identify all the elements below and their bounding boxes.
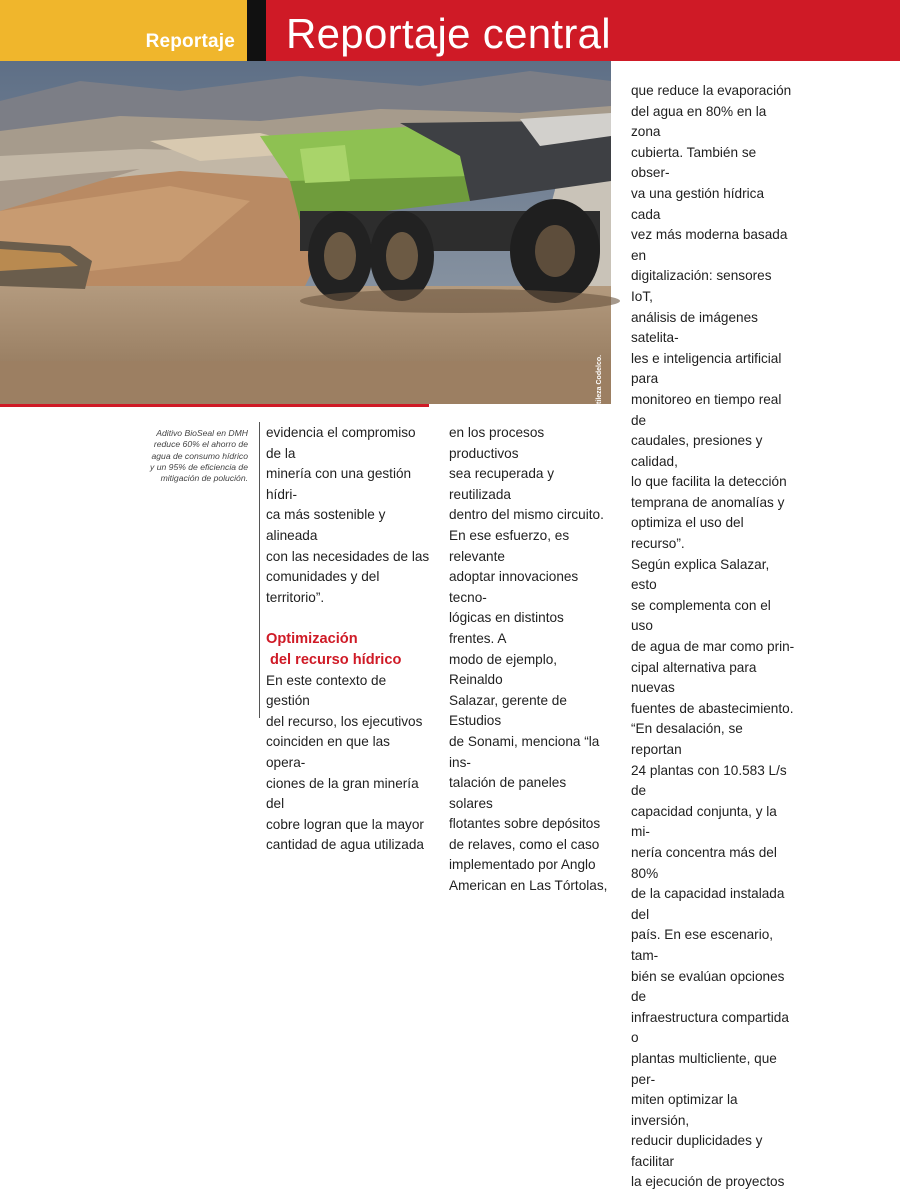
text-line: modo de ejemplo, Reinaldo: [449, 651, 558, 688]
text-line: les e inteligencia artificial para: [631, 350, 782, 387]
caption-line: Aditivo BioSeal en DMH: [156, 428, 248, 438]
text-line: de Sonami, menciona “la ins-: [449, 733, 600, 770]
photo-caption: [140, 428, 248, 484]
text-line: infraestructura compartida o: [631, 1009, 789, 1046]
text-line: adoptar innovaciones tecno-: [449, 569, 579, 605]
text-line: lógicas en distintos frentes. A: [449, 610, 564, 646]
text-line: minería con una gestión hídri-: [266, 466, 412, 502]
text-line: talación de paneles solares: [449, 775, 567, 811]
subheading-line: Optimización: [266, 631, 358, 648]
text-line: implementado por Anglo: [449, 857, 596, 873]
text-line: “En desalación, se reportan: [631, 721, 743, 757]
text-line: de la capacidad instalada del: [631, 886, 785, 922]
caption-divider: [259, 422, 260, 718]
text-line: flotantes sobre depósitos: [449, 816, 601, 832]
text-line: miten optimizar la inversión,: [631, 1092, 738, 1128]
text-line: 24 plantas con 10.583 L/s de: [631, 762, 787, 799]
caption-line: mitigación de polución.: [160, 473, 248, 484]
subheading-line: del recurso hídrico: [270, 651, 402, 668]
header-yellow-block: [0, 0, 247, 61]
text-line: la ejecución de proyectos: [631, 1174, 785, 1190]
text-line: monitoreo en tiempo real de: [631, 391, 782, 428]
text-line: de relaves, como el caso: [449, 836, 600, 852]
text-line: caudales, presiones y calidad,: [631, 433, 763, 469]
text-line: cipal alternativa para nuevas: [631, 659, 757, 696]
text-line: bién se evalúan opciones de: [631, 968, 785, 1005]
text-line: con las necesidades de las: [266, 548, 430, 564]
text-line: En este contexto de gestión: [266, 672, 387, 709]
text-column-1: [266, 423, 431, 856]
text-line: nería concentra más del 80%: [631, 844, 777, 881]
text-line: cantidad de agua utilizada: [266, 837, 424, 853]
text-line: American en Las Tórtolas,: [449, 878, 608, 894]
text-column-2: [449, 423, 612, 897]
text-line: análisis de imágenes satelita-: [631, 309, 758, 346]
section-label: Reportaje: [145, 31, 235, 52]
text-line: digitalización: sensores IoT,: [631, 268, 772, 304]
text-line: ca más sostenible y alineada: [266, 507, 386, 543]
text-line: En ese esfuerzo, es relevante: [449, 527, 570, 564]
text-line: se complementa con el uso: [631, 597, 771, 634]
photo-credit-text: Foto: Gentileza Codelco.: [596, 354, 603, 437]
text-column-3: [631, 81, 796, 1193]
text-line: cubierta. También se obser-: [631, 144, 757, 181]
text-line: país. En ese escenario, tam-: [631, 927, 774, 963]
text-line: temprana de anomalías y: [631, 494, 785, 510]
text-line: que reduce la evaporación: [631, 83, 792, 98]
caption-line: reduce 60% el ahorro de: [153, 439, 248, 450]
text-line: ciones de la gran minería del: [266, 775, 419, 812]
caption-line: agua de consumo hídrico: [151, 450, 248, 461]
caption-line: y un 95% de eficiencia de: [150, 461, 248, 472]
text-line: sea recuperada y reutilizada: [449, 466, 555, 502]
text-line: cobre logran que la mayor: [266, 816, 424, 832]
text-line: coinciden en que las opera-: [266, 734, 390, 770]
photo-red-rule: [0, 404, 429, 407]
text-line: vez más moderna basada en: [631, 227, 788, 263]
text-line: Salazar, gerente de Estudios: [449, 692, 567, 729]
text-line: capacidad conjunta, y la mi-: [631, 803, 777, 840]
text-line: de agua de mar como prin-: [631, 639, 795, 655]
text-line: comunidades y del territorio”.: [266, 569, 380, 605]
header-red-block: [266, 0, 900, 61]
text-line: plantas multicliente, que per-: [631, 1050, 777, 1087]
text-line: lo que facilita la detección: [631, 474, 787, 490]
text-line: dentro del mismo circuito.: [449, 507, 604, 523]
text-line: del recurso, los ejecutivos: [266, 713, 423, 729]
page-title: Reportaje central: [286, 10, 611, 57]
text-line: reducir duplicidades y facilitar: [631, 1133, 763, 1169]
text-line: del agua en 80% en la zona: [631, 103, 767, 140]
section-subheading: [266, 629, 431, 670]
text-line: en los procesos productivos: [449, 425, 545, 461]
mining-haul-truck-photo-icon: [0, 61, 611, 404]
header-black-bar: [247, 0, 266, 61]
text-line: optimiza el uso del recurso”.: [631, 515, 744, 552]
text-line: fuentes de abastecimiento.: [631, 700, 794, 716]
text-line: evidencia el compromiso de la: [266, 425, 416, 461]
text-line: va una gestión hídrica cada: [631, 185, 765, 222]
text-line: Según explica Salazar, esto: [631, 556, 770, 593]
